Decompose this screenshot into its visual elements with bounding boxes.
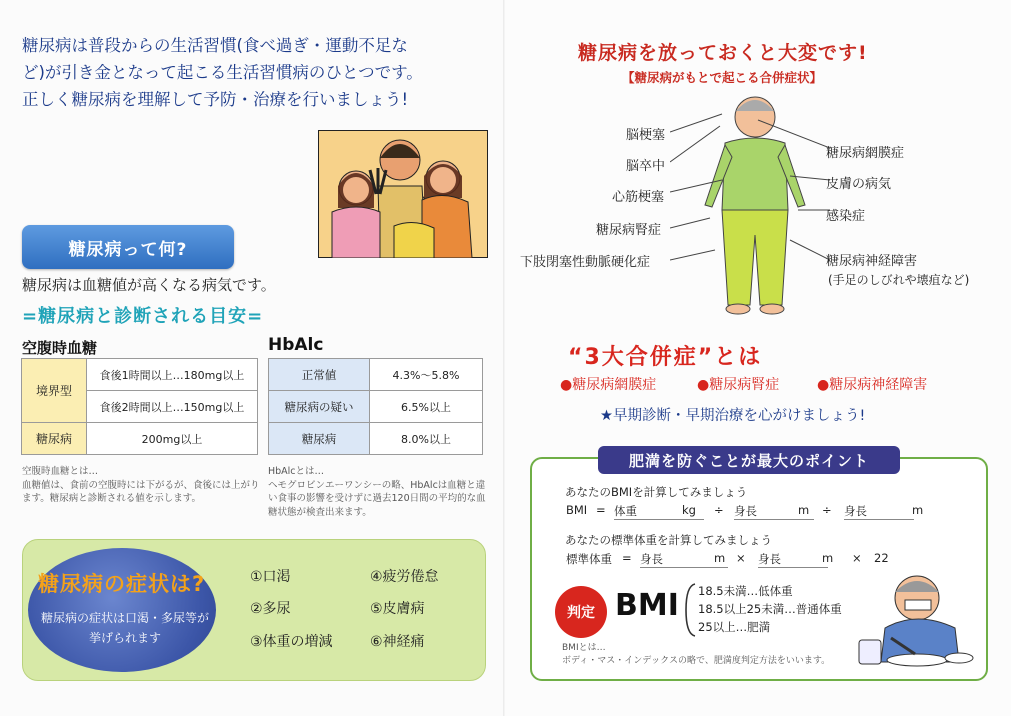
- table-cell: 200mg以上: [87, 423, 258, 455]
- judge-label: 判定: [567, 605, 595, 621]
- std-weight-formula: [566, 551, 906, 569]
- complications-subtitle: 【糖尿病がもとで起こる合併症状】: [622, 70, 823, 85]
- bmi-heading: 肥満を防ぐことが最大のポイント: [598, 446, 900, 474]
- symptom-item: ③体重の増減: [250, 634, 333, 650]
- formula-term: 身長: [844, 503, 914, 520]
- complication-label: 皮膚の病気: [826, 177, 892, 192]
- bmi-range: 18.5以上25未満…普通体重: [698, 602, 842, 616]
- complication-label: 糖尿病網膜症: [826, 146, 905, 161]
- complication-note: (手足のしびれや壊疽など): [828, 273, 970, 287]
- table-cell: 4.3%〜5.8%: [370, 359, 483, 391]
- bmi-formula: [566, 503, 926, 521]
- major-complication: ●糖尿病神経障害: [817, 377, 928, 393]
- table-cell-label: 糖尿病の疑い: [269, 391, 370, 423]
- pointer-lines: [670, 100, 830, 270]
- symptom-item: ①口渇: [250, 569, 291, 585]
- major-complication: ●糖尿病腎症: [697, 377, 780, 393]
- symptom-item: ④疲労倦怠: [370, 569, 439, 585]
- symptom-item: ⑤皮膚病: [370, 601, 425, 617]
- table-cell-label: 糖尿病: [269, 423, 370, 455]
- formula-term: =: [622, 551, 632, 565]
- hba1c-table: [268, 358, 483, 455]
- symptoms-text: 糖尿病の症状は口渇・多尿等が挙げられます: [40, 611, 209, 645]
- table-cell: 食後2時間以上…150mg以上: [87, 391, 258, 423]
- symptom-item: ②多尿: [250, 601, 291, 617]
- overeating-man-illustration: [855, 570, 975, 670]
- table-cell-label: 糖尿病: [22, 423, 87, 455]
- symptom-item: ⑥神経痛: [370, 634, 425, 650]
- family-illustration: [318, 130, 488, 258]
- hba1c-title: HbAlc: [268, 335, 324, 355]
- formula-term: 身長: [734, 503, 814, 520]
- formula-term: BMI: [566, 503, 588, 517]
- table-row: [22, 423, 258, 455]
- formula-term: m: [714, 551, 726, 565]
- hba1c-note: HbAlcとは… ヘモグロビンエーワンシーの略、HbAlcは血糖と違い食事の影響を受けずに過去120日間の平均的な血糖状態が検査出来ます。: [268, 466, 486, 518]
- intro-line: 正しく糖尿病を理解して予防・治療を行いましょう!: [22, 90, 409, 109]
- formula-term: ÷: [822, 503, 832, 517]
- bmi-note: BMIとは… ボディ・マス・インデックスの略で、肥満度判定方法をいいます。: [562, 643, 831, 666]
- what-is-diabetes-badge: [22, 225, 234, 269]
- question-label: 糖尿病って何?: [68, 239, 188, 260]
- formula-term: 身長: [640, 551, 728, 568]
- bmi-label: BMI: [615, 588, 679, 623]
- major-complication: ●糖尿病網膜症: [560, 377, 657, 393]
- table-cell-label: 正常値: [269, 359, 370, 391]
- formula-term: 身長: [758, 551, 828, 568]
- table-row: [22, 359, 258, 391]
- formula-term: ×: [852, 551, 862, 565]
- formula-term: m: [912, 503, 924, 517]
- table-row: [269, 423, 483, 455]
- complication-label: 下肢閉塞性動脈硬化症: [520, 255, 651, 270]
- table-cell: 6.5%以上: [370, 391, 483, 423]
- complication-label: 脳梗塞: [626, 128, 666, 143]
- table-row: [269, 359, 483, 391]
- complication-label: 糖尿病神経障害: [826, 254, 918, 269]
- complication-label: 心筋梗塞: [612, 190, 665, 205]
- bmi-ranges: [698, 582, 842, 636]
- formula-term: 標準体重: [566, 552, 612, 566]
- bmi-intro: あなたのBMIを計算してみましょう: [565, 485, 748, 499]
- fasting-glucose-title: 空腹時血糖: [22, 339, 98, 357]
- symptoms-title: 糖尿病の症状は?: [38, 572, 206, 596]
- formula-term: m: [822, 551, 834, 565]
- intro-line: ど)が引き金となって起こる生活習慣病のひとつです。: [22, 63, 423, 82]
- formula-term: 体重: [614, 503, 704, 520]
- criteria-heading: =糖尿病と診断される目安=: [22, 306, 264, 327]
- complication-label: 感染症: [826, 209, 866, 224]
- answer-text: 糖尿病は血糖値が高くなる病気です。: [22, 276, 276, 294]
- formula-term: m: [798, 503, 810, 517]
- formula-term: ÷: [714, 503, 724, 517]
- left-panel: [0, 0, 505, 716]
- std-weight-intro: あなたの標準体重を計算してみましょう: [565, 533, 772, 547]
- table-cell-label: 境界型: [22, 359, 87, 423]
- bmi-range: 18.5未満…低体重: [698, 584, 793, 598]
- three-complications-title: “3大合併症”とは: [568, 345, 763, 370]
- table-cell: 食後1時間以上…180mg以上: [87, 359, 258, 391]
- bracket-icon: [684, 582, 696, 638]
- fasting-note: 空腹時血糖とは… 血糖値は、食前の空腹時には下がるが、食後には上がります。糖尿病と診断される値を示します。: [22, 466, 260, 504]
- formula-term: kg: [682, 503, 696, 517]
- fasting-glucose-table: [21, 358, 258, 455]
- table-row: [269, 391, 483, 423]
- formula-term: ×: [736, 551, 746, 565]
- intro-line: 糖尿病は普段からの生活習慣(食べ過ぎ・運動不足な: [22, 36, 408, 55]
- judge-badge: [555, 586, 607, 638]
- table-cell: 8.0%以上: [370, 423, 483, 455]
- early-treatment-text: ★早期診断・早期治療を心がけましょう!: [600, 408, 866, 424]
- complication-label: 脳卒中: [626, 159, 666, 174]
- complication-label: 糖尿病腎症: [596, 223, 662, 238]
- formula-term: =: [596, 503, 606, 517]
- intro-text: [22, 32, 492, 113]
- bmi-range: 25以上…肥満: [698, 620, 771, 634]
- complications-title: 糖尿病を放っておくと大変です!: [578, 42, 868, 64]
- formula-term: 22: [874, 551, 889, 565]
